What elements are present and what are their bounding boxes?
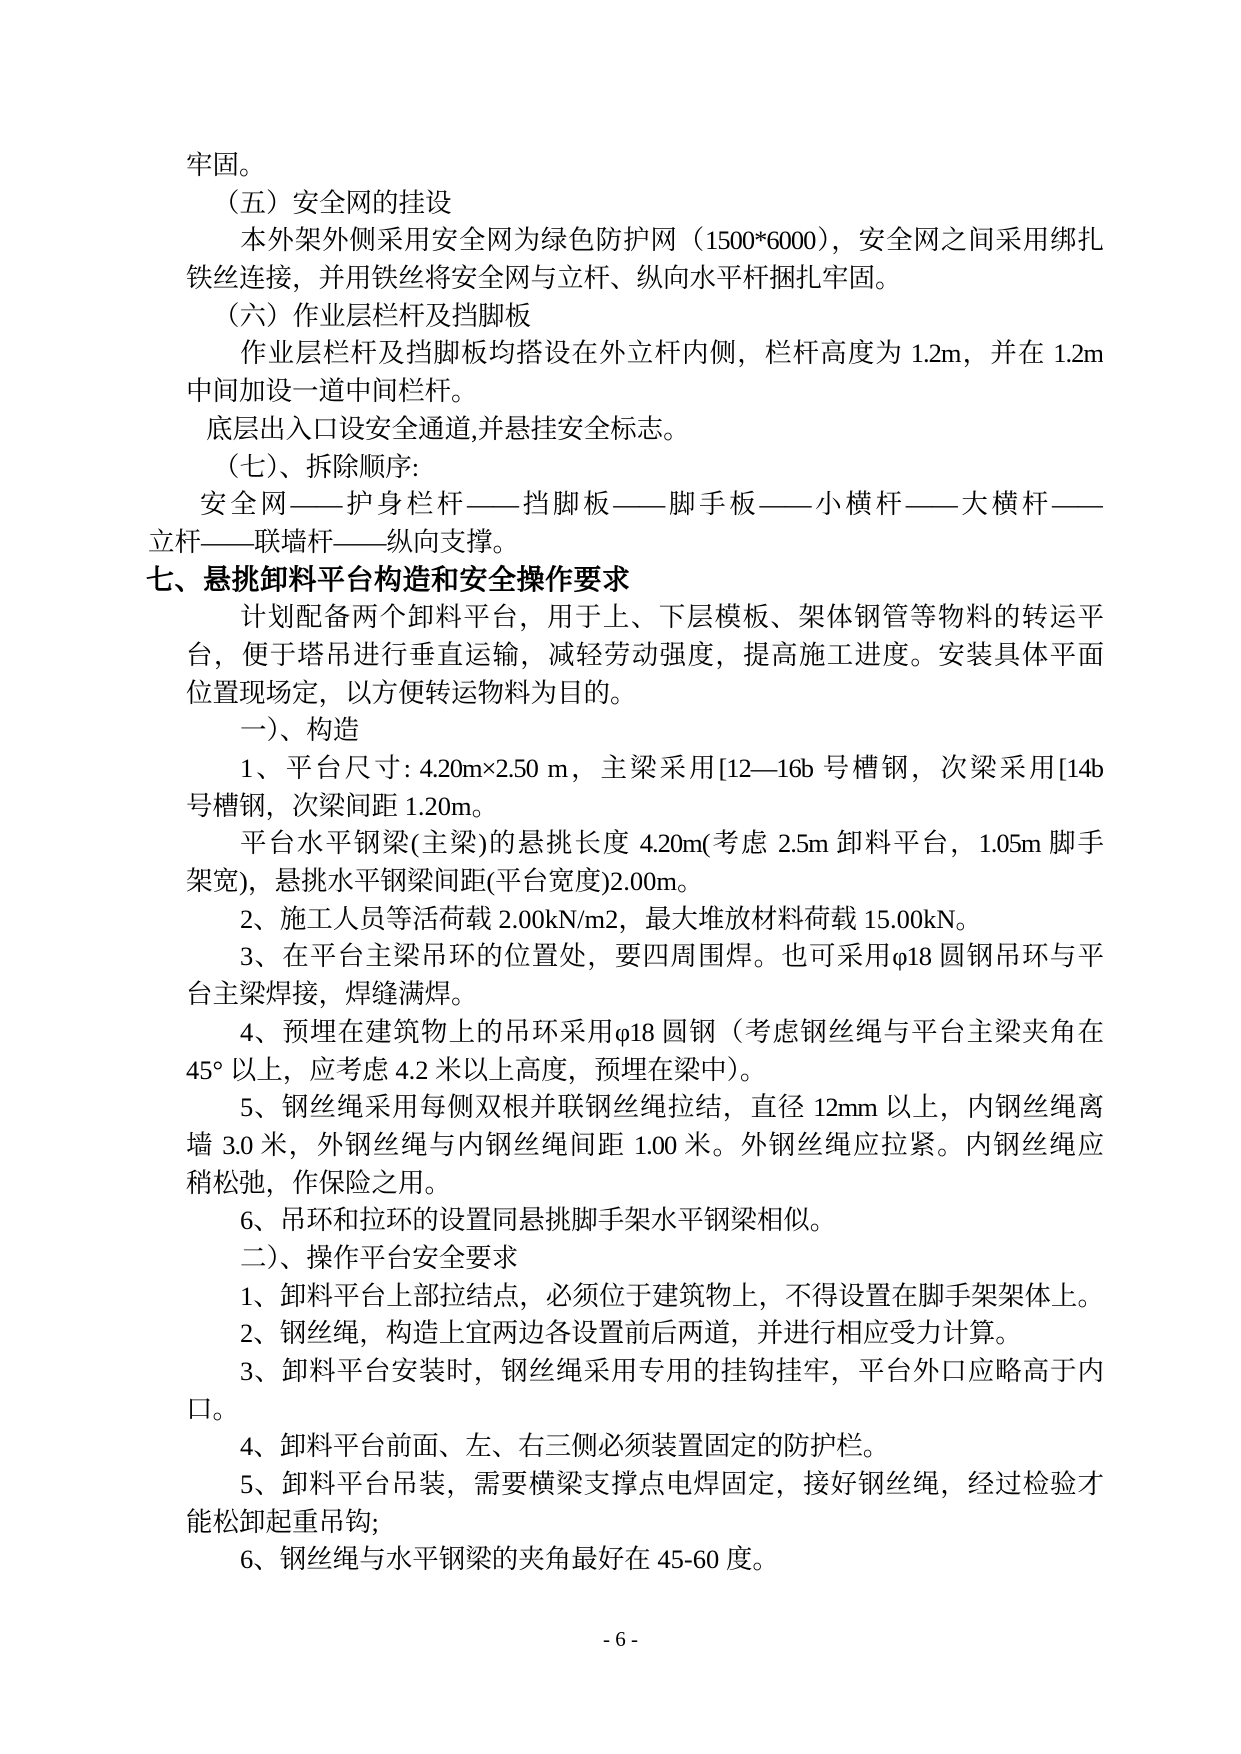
doc-line: 本外架外侧采用安全网为绿色防护网（1500*6000），安全网之间采用绑扎 [240,225,1103,256]
doc-line: 台，便于塔吊进行垂直运输，减轻劳动强度，提高施工进度。安装具体平面 [186,639,1103,670]
doc-line: 6、吊环和拉环的设置同悬挑脚手架水平钢梁相似。 [240,1205,837,1236]
doc-line: （六）作业层栏杆及挡脚板 [213,300,531,331]
doc-line: （五）安全网的挂设 [213,187,452,218]
doc-line: 稍松弛，作保险之用。 [186,1167,451,1198]
doc-line: 牢固。 [186,150,266,180]
doc-line: 作业层栏杆及挡脚板均搭设在外立杆内侧，栏杆高度为 1.2m，并在 1.2m [240,338,1103,369]
doc-line: 中间加设一道中间栏杆。 [186,376,478,407]
document-body [146,147,1103,1579]
doc-line: 架宽)，悬挑水平钢梁间距(平台宽度)2.00m。 [186,866,704,897]
doc-line: 3、在平台主梁吊环的位置处，要四周围焊。也可采用φ18 圆钢吊环与平 [240,941,1103,972]
doc-line: 底层出入口设安全通道,并悬挂安全标志。 [206,413,690,444]
doc-line: （七）、拆除顺序: [213,451,420,482]
doc-line: 6、钢丝绳与水平钢梁的夹角最好在 45-60 度。 [240,1544,779,1575]
doc-line: 铁丝连接，并用铁丝将安全网与立杆、纵向水平杆捆扎牢固。 [186,263,902,294]
doc-line: 平台水平钢梁(主梁)的悬挑长度 4.20m(考虑 2.5m 卸料平台，1.05m 脚手 [240,828,1103,859]
doc-line: 5、钢丝绳采用每侧双根并联钢丝绳拉结，直径 12mm 以上，内钢丝绳离 [240,1092,1103,1123]
doc-line: 安全网——护身栏杆——挡脚板——脚手板——小横杆——大横杆—— [200,489,1103,520]
doc-line: 号槽钢，次梁间距 1.20m。 [186,790,499,821]
doc-line: 口。 [186,1393,239,1424]
doc-line: 4、预埋在建筑物上的吊环采用φ18 圆钢（考虑钢丝绳与平台主梁夹角在 [240,1016,1103,1047]
doc-line: 1、卸料平台上部拉结点，必须位于建筑物上，不得设置在脚手架架体上。 [240,1280,1103,1311]
doc-line: 计划配备两个卸料平台，用于上、下层模板、架体钢管等物料的转运平 [240,602,1103,633]
doc-line: 4、卸料平台前面、左、右三侧必须装置固定的防护栏。 [240,1431,890,1462]
doc-line: 5、卸料平台吊装，需要横梁支撑点电焊固定，接好钢丝绳，经过检验才 [240,1469,1103,1500]
page-number: - 6 - [603,1627,638,1651]
doc-line: 二）、操作平台安全要求 [240,1242,519,1273]
doc-line: 2、钢丝绳，构造上宜两边各设置前后两道，并进行相应受力计算。 [240,1318,1022,1349]
doc-line: 1、平台尺寸: 4.20m×2.50 m，主梁采用[12—16b 号槽钢，次梁采用[14b [240,753,1103,783]
doc-line: 台主梁焊接，焊缝满焊。 [186,979,478,1010]
doc-line: 能松卸起重吊钩; [186,1506,379,1537]
doc-line: 45° 以上，应考虑 4.2 米以上高度，预埋在梁中）。 [186,1054,767,1085]
doc-line: 一）、构造 [240,715,360,746]
doc-line: 2、施工人员等活荷载 2.00kN/m2，最大堆放材料荷载 15.00kN。 [240,903,982,934]
doc-line: 立杆——联墙杆——纵向支撑。 [148,526,519,557]
doc-line: 3、卸料平台安装时，钢丝绳采用专用的挂钩挂牢，平台外口应略高于内 [240,1356,1103,1386]
doc-line: 位置现场定，以方便转运物料为目的。 [186,677,637,708]
section-heading: 七、悬挑卸料平台构造和安全操作要求 [146,564,631,596]
doc-line: 墙 3.0 米，外钢丝绳与内钢丝绳间距 1.00 米。外钢丝绳应拉紧。内钢丝绳应 [186,1129,1103,1160]
